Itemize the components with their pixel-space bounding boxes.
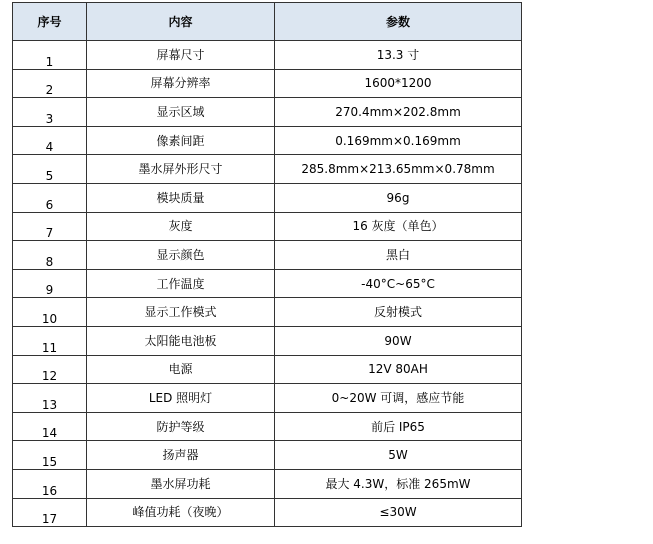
row-index: 12: [13, 355, 87, 384]
row-index: 8: [13, 241, 87, 270]
row-value: 12V 80AH: [275, 355, 522, 384]
row-value: 0.169mm×0.169mm: [275, 126, 522, 155]
row-value: 285.8mm×213.65mm×0.78mm: [275, 155, 522, 184]
row-item: 显示工作模式: [87, 298, 275, 327]
row-item: LED 照明灯: [87, 384, 275, 413]
row-item: 屏幕分辨率: [87, 69, 275, 98]
row-value: ≤30W: [275, 498, 522, 527]
table-row: [13, 412, 522, 441]
table-row: [13, 469, 522, 498]
table-row: [13, 269, 522, 298]
table-row: [13, 126, 522, 155]
spec-table: [12, 2, 522, 527]
row-item: 像素间距: [87, 126, 275, 155]
row-index: 13: [13, 384, 87, 413]
row-value: 270.4mm×202.8mm: [275, 98, 522, 127]
row-item: 显示区域: [87, 98, 275, 127]
row-value: 前后 IP65: [275, 412, 522, 441]
row-item: 模块质量: [87, 183, 275, 212]
row-index: 14: [13, 412, 87, 441]
row-value: 反射模式: [275, 298, 522, 327]
row-item: 扬声器: [87, 441, 275, 470]
row-value: 90W: [275, 326, 522, 355]
row-item: 墨水屏外形尺寸: [87, 155, 275, 184]
row-value: 16 灰度（单色）: [275, 212, 522, 241]
row-index: 6: [13, 183, 87, 212]
header-index: 序号: [13, 3, 87, 41]
row-index: 11: [13, 326, 87, 355]
row-value: -40°C~65°C: [275, 269, 522, 298]
table-row: [13, 183, 522, 212]
table-row: [13, 355, 522, 384]
row-index: 9: [13, 269, 87, 298]
table-header: [13, 3, 522, 41]
row-item: 墨水屏功耗: [87, 469, 275, 498]
row-index: 1: [13, 41, 87, 70]
row-value: 5W: [275, 441, 522, 470]
header-row: [13, 3, 522, 41]
row-index: 3: [13, 98, 87, 127]
header-content: 内容: [87, 3, 275, 41]
row-index: 10: [13, 298, 87, 327]
row-index: 17: [13, 498, 87, 527]
row-item: 灰度: [87, 212, 275, 241]
row-value: 最大 4.3W，标准 265mW: [275, 469, 522, 498]
row-item: 峰值功耗（夜晚）: [87, 498, 275, 527]
row-value: 0~20W 可调，感应节能: [275, 384, 522, 413]
table-row: [13, 155, 522, 184]
row-index: 2: [13, 69, 87, 98]
table-row: [13, 498, 522, 527]
row-value: 1600*1200: [275, 69, 522, 98]
row-index: 15: [13, 441, 87, 470]
table-row: [13, 41, 522, 70]
row-item: 太阳能电池板: [87, 326, 275, 355]
table-body: [13, 41, 522, 527]
row-value: 13.3 寸: [275, 41, 522, 70]
table-row: [13, 326, 522, 355]
row-index: 7: [13, 212, 87, 241]
header-parameter: 参数: [275, 3, 522, 41]
table-row: [13, 212, 522, 241]
table-row: [13, 69, 522, 98]
row-index: 16: [13, 469, 87, 498]
row-index: 5: [13, 155, 87, 184]
table-row: [13, 441, 522, 470]
row-item: 显示颜色: [87, 241, 275, 270]
table-row: [13, 241, 522, 270]
row-item: 工作温度: [87, 269, 275, 298]
table-row: [13, 98, 522, 127]
row-item: 防护等级: [87, 412, 275, 441]
table-row: [13, 384, 522, 413]
row-item: 屏幕尺寸: [87, 41, 275, 70]
row-index: 4: [13, 126, 87, 155]
row-value: 黑白: [275, 241, 522, 270]
table-row: [13, 298, 522, 327]
row-value: 96g: [275, 183, 522, 212]
row-item: 电源: [87, 355, 275, 384]
